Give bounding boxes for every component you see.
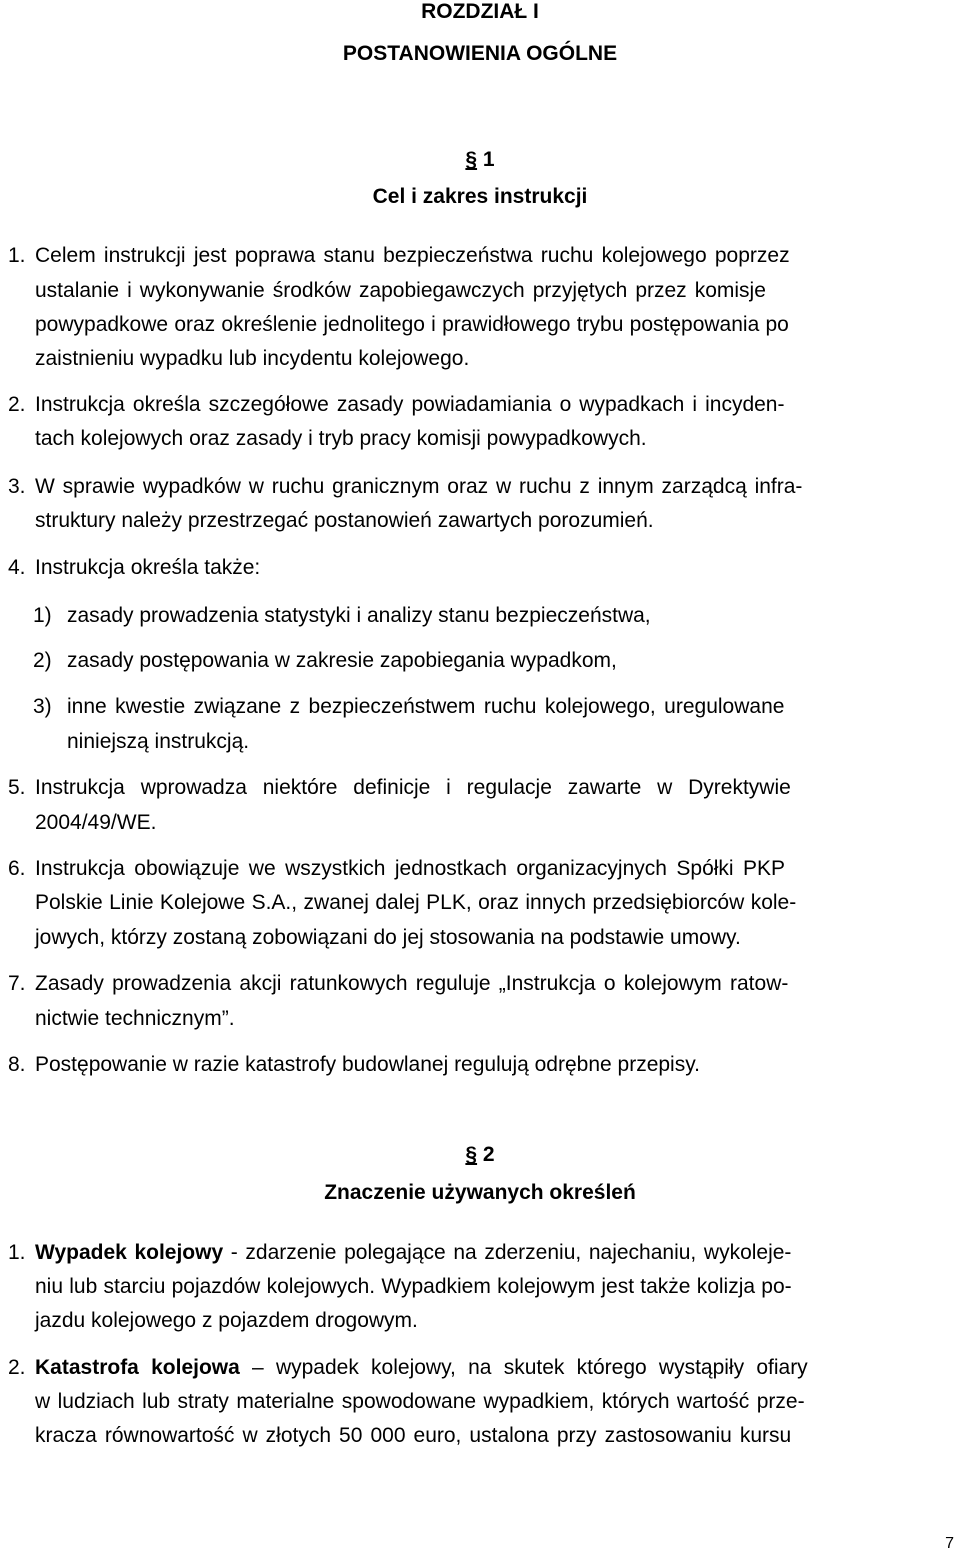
item-line: zaistnieniu wypadku lub incydentu kolejowego. xyxy=(35,347,470,370)
page-number: 7 xyxy=(945,1535,954,1552)
item-number: 3. xyxy=(8,475,26,498)
item-line: niniejszą instrukcją. xyxy=(67,730,250,753)
section-1-heading: Cel i zakres instrukcji xyxy=(372,185,588,208)
item-number: 2. xyxy=(8,1356,26,1379)
item-line: Instrukcja określa także: xyxy=(35,556,261,579)
item-line: struktury należy przestrzegać postanowień zawartych porozumień. xyxy=(35,509,654,532)
definition-first-line xyxy=(35,1355,808,1381)
definition-text: – wypadek kolejowy, na skutek którego wystąpiły ofiary xyxy=(239,1356,808,1379)
section-1-marker xyxy=(0,147,960,173)
item-line: Instrukcja wprowadza niektóre definicje i regulacje zawarte w Dyrektywie xyxy=(35,776,791,799)
item-line: niu lub starciu pojazdów kolejowych. Wypadkiem kolejowym jest także kolizja po- xyxy=(35,1275,792,1298)
item-line: ustalanie i wykonywanie środków zapobiegawczych przyjętych przez komisje xyxy=(35,279,766,302)
section-2-heading: Znaczenie używanych określeń xyxy=(324,1181,636,1204)
item-line: tach kolejowych oraz zasady i tryb pracy komisji powypadkowych. xyxy=(35,427,647,450)
section-number: 2 xyxy=(482,1143,495,1166)
item-line: Instrukcja obowiązuje we wszystkich jednostkach organizacyjnych Spółki PKP xyxy=(35,857,786,880)
item-line: Instrukcja określa szczegółowe zasady powiadamiania o wypadkach i incyden- xyxy=(35,393,785,416)
item-line: nictwie technicznym”. xyxy=(35,1007,235,1030)
item-line: powypadkowe oraz określenie jednolitego i prawidłowego trybu postępowania po xyxy=(35,313,789,336)
item-number: 4. xyxy=(8,556,26,579)
item-line: inne kwestie związane z bezpieczeństwem ruchu kolejowego, uregulowane xyxy=(67,695,785,718)
item-line: kracza równowartość w złotych 50 000 euro, ustalona przy zastosowaniu kursu xyxy=(35,1424,792,1447)
sub-item-number: 1) xyxy=(33,604,52,627)
chapter-subtitle: POSTANOWIENIA OGÓLNE xyxy=(342,42,618,65)
item-line: 2004/49/WE. xyxy=(35,811,157,834)
item-number: 8. xyxy=(8,1053,26,1076)
item-line: W sprawie wypadków w ruchu granicznym oraz w ruchu z innym zarządcą infra- xyxy=(35,475,803,498)
item-number: 6. xyxy=(8,857,26,880)
definition-term: Wypadek kolejowy xyxy=(35,1241,224,1264)
item-line: jowych, którzy zostaną zobowiązani do jej stosowania na podstawie umowy. xyxy=(35,926,741,949)
item-line: Polskie Linie Kolejowe S.A., zwanej dalej PLK, oraz innych przedsiębiorców kole- xyxy=(35,891,797,914)
paragraph-symbol: § xyxy=(465,148,478,171)
item-line: w ludziach lub straty materialne spowodowane wypadkiem, których wartość prze- xyxy=(35,1390,805,1413)
paragraph-symbol: § xyxy=(465,1143,478,1166)
item-number: 1. xyxy=(8,244,26,267)
section-number: 1 xyxy=(482,148,495,171)
item-line: jazdu kolejowego z pojazdem drogowym. xyxy=(35,1309,418,1332)
item-number: 7. xyxy=(8,972,26,995)
section-2-marker xyxy=(0,1142,960,1168)
item-number: 5. xyxy=(8,776,26,799)
definition-text: - zdarzenie polegające na zderzeniu, najechaniu, wykoleje- xyxy=(223,1241,792,1264)
sub-item-number: 3) xyxy=(33,695,52,718)
sub-item-number: 2) xyxy=(33,649,52,672)
item-number: 2. xyxy=(8,393,26,416)
item-line: zasady prowadzenia statystyki i analizy stanu bezpieczeństwa, xyxy=(67,604,651,627)
definition-first-line xyxy=(35,1240,791,1266)
item-line: Zasady prowadzenia akcji ratunkowych reguluje „Instrukcja o kolejowym ratow- xyxy=(35,972,789,995)
item-line: Postępowanie w razie katastrofy budowlanej regulują odrębne przepisy. xyxy=(35,1053,700,1076)
chapter-title: ROZDZIAŁ I xyxy=(421,0,539,23)
item-line: Celem instrukcji jest poprawa stanu bezpieczeństwa ruchu kolejowego poprzez xyxy=(35,244,790,267)
item-number: 1. xyxy=(8,1241,26,1264)
item-line: zasady postępowania w zakresie zapobiegania wypadkom, xyxy=(67,649,617,672)
definition-term: Katastrofa kolejowa xyxy=(35,1356,240,1379)
